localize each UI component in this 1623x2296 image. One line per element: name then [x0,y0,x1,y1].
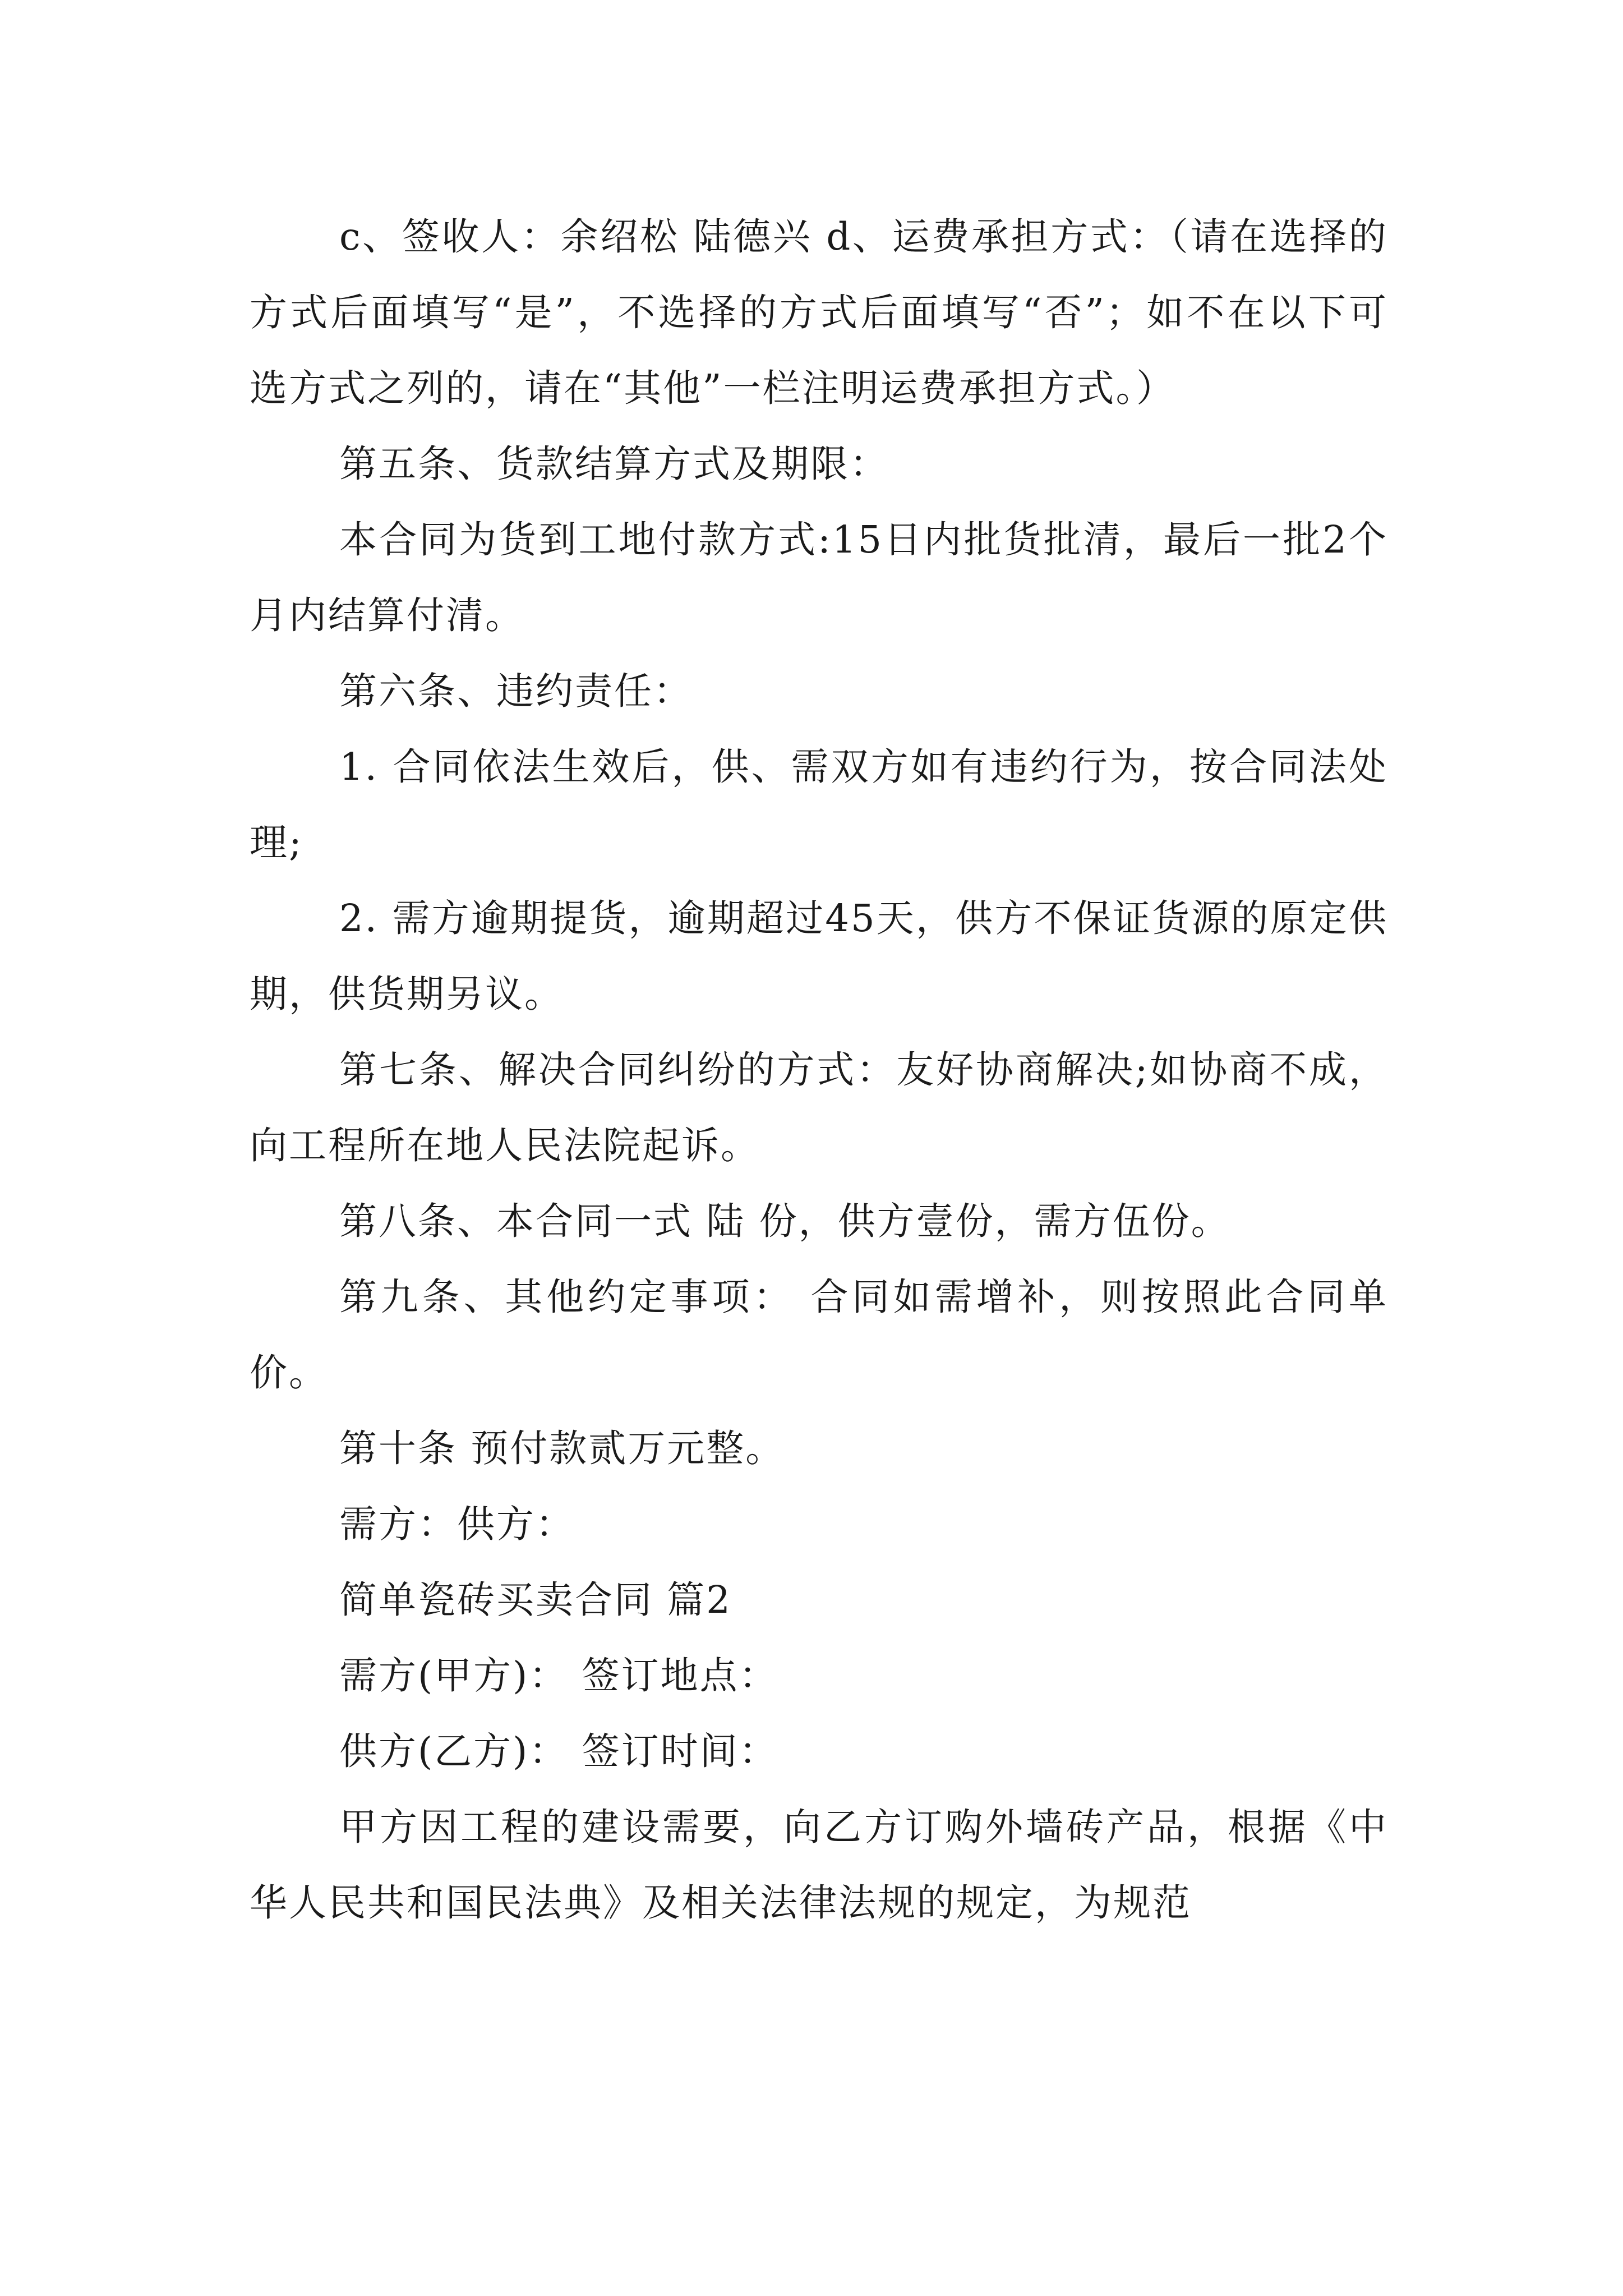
paragraph-article-8: 第八条、本合同一式 陆 份，供方壹份，需方伍份。 [339,1199,1230,1243]
paragraph-article-10: 第十条 预付款贰万元整。 [339,1427,785,1470]
paragraph-party-a: 需方(甲方)： 签订地点： [339,1654,778,1697]
paragraph-payment-terms: 本合同为货到工地付款方式:15日内批货批清，最后一批2个月内结算付清。 [250,518,1388,637]
paragraph-article-7: 第七条、解决合同纠纷的方式：友好协商解决;如协商不成，向工程所在地人民法院起诉。 [250,1048,1388,1167]
paragraph-party-b: 供方(乙方)： 签订时间： [339,1729,778,1773]
heading-article-5: 第五条、货款结算方式及期限： [339,442,889,486]
heading-article-6: 第六条、违约责任： [339,669,693,713]
paragraph-liability-1: 1. 合同依法生效后，供、需双方如有违约行为，按合同法处理; [250,745,1388,864]
paragraph-contract-intro: 甲方因工程的建设需要，向乙方订购外墙砖产品，根据《中华人民共和国民法典》及相关法律法规的规定，为规范 [250,1805,1388,1925]
document-body [250,199,1388,1941]
paragraph-liability-2: 2. 需方逾期提货，逾期超过45天，供方不保证货源的原定供期，供货期另议。 [250,896,1388,1016]
section-title-contract-2: 简单瓷砖买卖合同 篇2 [339,1578,732,1622]
paragraph-article-9: 第九条、其他约定事项： 合同如需增补，则按照此合同单价。 [250,1275,1388,1395]
paragraph-parties: 需方：供方： [339,1502,575,1546]
paragraph-shipping-terms: c、签收人：余绍松 陆德兴 d、运费承担方式：（请在选择的方式后面填写“是”，不选择的方式后面填写“否”；如不在以下可选方式之列的，请在“其他”一栏注明运费承担方式。） [250,215,1388,410]
